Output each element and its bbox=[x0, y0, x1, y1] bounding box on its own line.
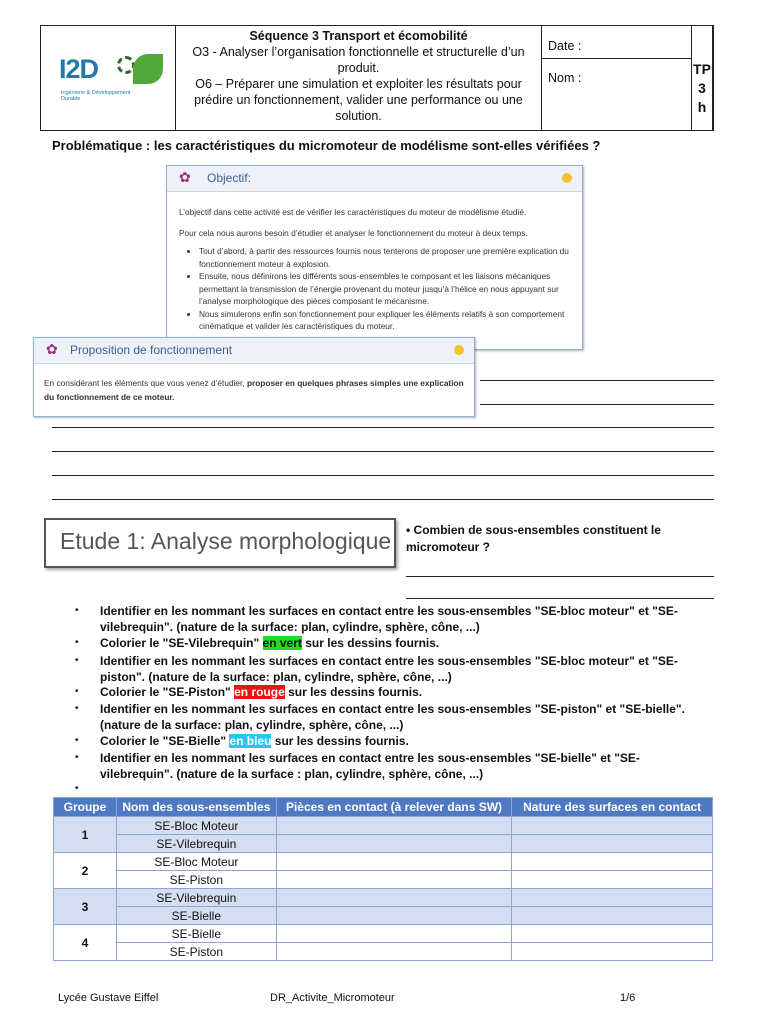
table-row bbox=[54, 889, 713, 907]
proposition-header bbox=[34, 338, 474, 364]
bullet: • bbox=[75, 752, 79, 763]
subassembly-name: SE-Bloc Moteur bbox=[116, 853, 276, 871]
table-row bbox=[54, 925, 713, 943]
surface-nature-cell[interactable] bbox=[512, 943, 713, 961]
contact-parts-cell[interactable] bbox=[276, 817, 512, 835]
subassembly-name: SE-Bielle bbox=[116, 907, 276, 925]
surface-nature-cell[interactable] bbox=[512, 853, 713, 871]
bullet: • bbox=[75, 703, 79, 714]
contact-parts-cell[interactable] bbox=[276, 907, 512, 925]
instruction-4 bbox=[100, 684, 700, 700]
answer-line[interactable] bbox=[406, 576, 714, 577]
answer-line[interactable] bbox=[52, 475, 714, 476]
table-row bbox=[54, 907, 713, 925]
objective-o3: O3 - Analyser l’organisation fonctionnelle et structurelle d’un produit. bbox=[192, 45, 525, 75]
logo-subtitle: Ingénierie & Développement Durable bbox=[61, 90, 131, 102]
group-number: 1 bbox=[54, 817, 117, 853]
list-item: • Nous simulerons enfin son fonctionnement pour expliquer les éléments relatifs à son comportement cinématique et valider les caractéristiques du moteur. bbox=[199, 308, 572, 333]
surface-nature-cell[interactable] bbox=[512, 889, 713, 907]
bullet: • bbox=[75, 655, 79, 666]
instruction-5: Identifier en les nommant les surfaces en contact entre les sous-ensembles "SE-piston" et "SE-bielle". (nature de la surface: plan, cylindre, sphère, cône, ...) bbox=[100, 702, 685, 732]
contact-parts-cell[interactable] bbox=[276, 943, 512, 961]
objective-o6: O6 – Préparer une simulation et exploiter les résultats pour prédire un fonctionnement, valider une performance ou une solution. bbox=[194, 77, 523, 123]
leaf-icon bbox=[133, 54, 163, 84]
objectif-header bbox=[167, 166, 582, 192]
surface-nature-cell[interactable] bbox=[512, 925, 713, 943]
date-field[interactable]: Date : bbox=[542, 26, 691, 59]
highlight-green: en vert bbox=[262, 636, 302, 650]
bullet: • bbox=[75, 735, 79, 746]
collapse-icon[interactable] bbox=[454, 345, 464, 355]
instruction-7: Identifier en les nommant les surfaces en contact entre les sous-ensembles "SE-bielle" et "SE-vilebrequin". (nature de la surface : plan, cylindre, sphère, cône, ...) bbox=[100, 751, 640, 781]
contact-parts-cell[interactable] bbox=[276, 853, 512, 871]
footer-school: Lycée Gustave Eiffel bbox=[58, 992, 159, 1004]
question-text: Combien de sous-ensembles constituent le micromoteur ? bbox=[406, 523, 661, 554]
subassembly-name: SE-Vilebrequin bbox=[116, 835, 276, 853]
groups-table bbox=[53, 797, 713, 961]
group-number: 3 bbox=[54, 889, 117, 925]
surface-nature-cell[interactable] bbox=[512, 871, 713, 889]
objectif-list bbox=[179, 245, 572, 333]
collapse-icon[interactable] bbox=[562, 173, 572, 183]
table-header-row bbox=[54, 798, 713, 817]
contact-parts-cell[interactable] bbox=[276, 835, 512, 853]
proposition-text: En considérant les éléments que vous venez d’étudier, bbox=[44, 378, 247, 388]
objectif-body bbox=[167, 192, 582, 333]
header-table bbox=[40, 25, 714, 131]
surface-nature-cell[interactable] bbox=[512, 835, 713, 853]
list-item: • Ensuite, nous définirons les différents sous-ensembles le composant et les liaisons mécaniques permettant la transmission de l’énergie provenant du moteur jusqu’à l’hélice en nous appuyant sur l’analyse morphologique des pièces composant le mécanisme. bbox=[199, 270, 572, 308]
group-number: 2 bbox=[54, 853, 117, 889]
bullet: • bbox=[75, 783, 79, 794]
sequence-title: Séquence 3 Transport et écomobilité bbox=[249, 29, 468, 43]
column-header: Groupe bbox=[54, 798, 117, 817]
contact-parts-cell[interactable] bbox=[276, 889, 512, 907]
proposition-box bbox=[33, 337, 475, 417]
subassembly-name: SE-Piston bbox=[116, 943, 276, 961]
answer-line[interactable] bbox=[52, 427, 714, 428]
subassembly-name: SE-Bloc Moteur bbox=[116, 817, 276, 835]
sequence-cell bbox=[176, 26, 542, 130]
table-row bbox=[54, 853, 713, 871]
answer-line[interactable] bbox=[480, 404, 714, 405]
footer-file: DR_Activite_Micromoteur bbox=[270, 992, 395, 1004]
objectif-box bbox=[166, 165, 583, 350]
tp-duration: 3 h bbox=[697, 80, 707, 115]
subassembly-name: SE-Vilebrequin bbox=[116, 889, 276, 907]
problematique: Problématique : les caractéristiques du micromoteur de modélisme sont-elles vérifiées ? bbox=[52, 138, 601, 153]
column-header: Pièces en contact (à relever dans SW) bbox=[276, 798, 512, 817]
instruction-text: sur les dessins fournis. bbox=[284, 685, 423, 699]
answer-line[interactable] bbox=[52, 451, 714, 452]
logo: I2D bbox=[59, 54, 99, 84]
column-header: Nature des surfaces en contact bbox=[512, 798, 713, 817]
instruction-text: Colorier le "SE-Piston" bbox=[100, 685, 235, 699]
contact-parts-cell[interactable] bbox=[276, 871, 512, 889]
tp-label: TP bbox=[693, 61, 711, 77]
instruction-2 bbox=[100, 635, 700, 651]
tp-cell bbox=[692, 26, 713, 130]
instruction-text: Colorier le "SE-Vilebrequin" bbox=[100, 636, 263, 650]
surface-nature-cell[interactable] bbox=[512, 907, 713, 925]
footer-page: 1/6 bbox=[620, 992, 636, 1004]
gears-icon: ✿ bbox=[46, 341, 58, 357]
table-row bbox=[54, 835, 713, 853]
list-item: • Tout d’abord, à partir des ressources fournis nous tenterons de proposer une première explication du fonctionnement moteur à explosion. bbox=[199, 245, 572, 270]
surface-nature-cell[interactable] bbox=[512, 817, 713, 835]
contact-parts-cell[interactable] bbox=[276, 925, 512, 943]
answer-line[interactable] bbox=[406, 598, 714, 599]
instruction-text: sur les dessins fournis. bbox=[301, 636, 440, 650]
table-row bbox=[54, 871, 713, 889]
instruction-6 bbox=[100, 733, 700, 749]
date-name-cell bbox=[542, 26, 692, 130]
answer-line[interactable] bbox=[52, 499, 714, 500]
highlight-blue: en bleu bbox=[229, 734, 272, 748]
name-field[interactable]: Nom : bbox=[548, 71, 582, 85]
objectif-p1: L’objectif dans cette activité est de vérifier les caractéristiques du moteur de modélisme étudié. bbox=[179, 207, 527, 217]
instruction-1: Identifier en les nommant les surfaces en contact entre les sous-ensembles "SE-bloc moteur" et "SE-vilebrequin". (nature de la surface: plan, cylindre, sphère, cône, ...) bbox=[100, 604, 678, 634]
instruction-text: sur les dessins fournis. bbox=[271, 734, 409, 748]
instruction-3: Identifier en les nommant les surfaces en contact entre les sous-ensembles "SE-bloc moteur" et "SE-piston". (nature de la surface: plan, cylindre, sphère, cône, ...) bbox=[100, 654, 678, 684]
instruction-text: Colorier le "SE-Bielle" bbox=[100, 734, 230, 748]
objectif-title: Objectif: bbox=[207, 171, 252, 185]
subassembly-name: SE-Bielle bbox=[116, 925, 276, 943]
table-row bbox=[54, 943, 713, 961]
proposition-text-bold: proposer en quelques phrases simples une explication du fonctionnement de ce moteur. bbox=[44, 378, 464, 402]
logo-cell bbox=[41, 26, 176, 130]
bullet: • bbox=[75, 637, 79, 648]
subassembly-name: SE-Piston bbox=[116, 871, 276, 889]
etude-title: Etude 1: Analyse morphologique bbox=[44, 518, 396, 568]
bullet: • bbox=[75, 686, 79, 697]
group-number: 4 bbox=[54, 925, 117, 961]
table-row bbox=[54, 817, 713, 835]
proposition-body bbox=[34, 364, 474, 404]
highlight-red: en rouge bbox=[234, 685, 285, 699]
proposition-title: Proposition de fonctionnement bbox=[70, 343, 233, 357]
column-header: Nom des sous-ensembles bbox=[116, 798, 276, 817]
bullet: • bbox=[406, 523, 411, 537]
question-subassemblies bbox=[406, 522, 706, 556]
bullet: • bbox=[75, 605, 79, 616]
answer-line[interactable] bbox=[480, 380, 714, 381]
gears-icon: ✿ bbox=[179, 169, 191, 185]
objectif-p2: Pour cela nous aurons besoin d’étudier et analyser le fonctionnement du moteur à deux temps. bbox=[179, 227, 528, 238]
